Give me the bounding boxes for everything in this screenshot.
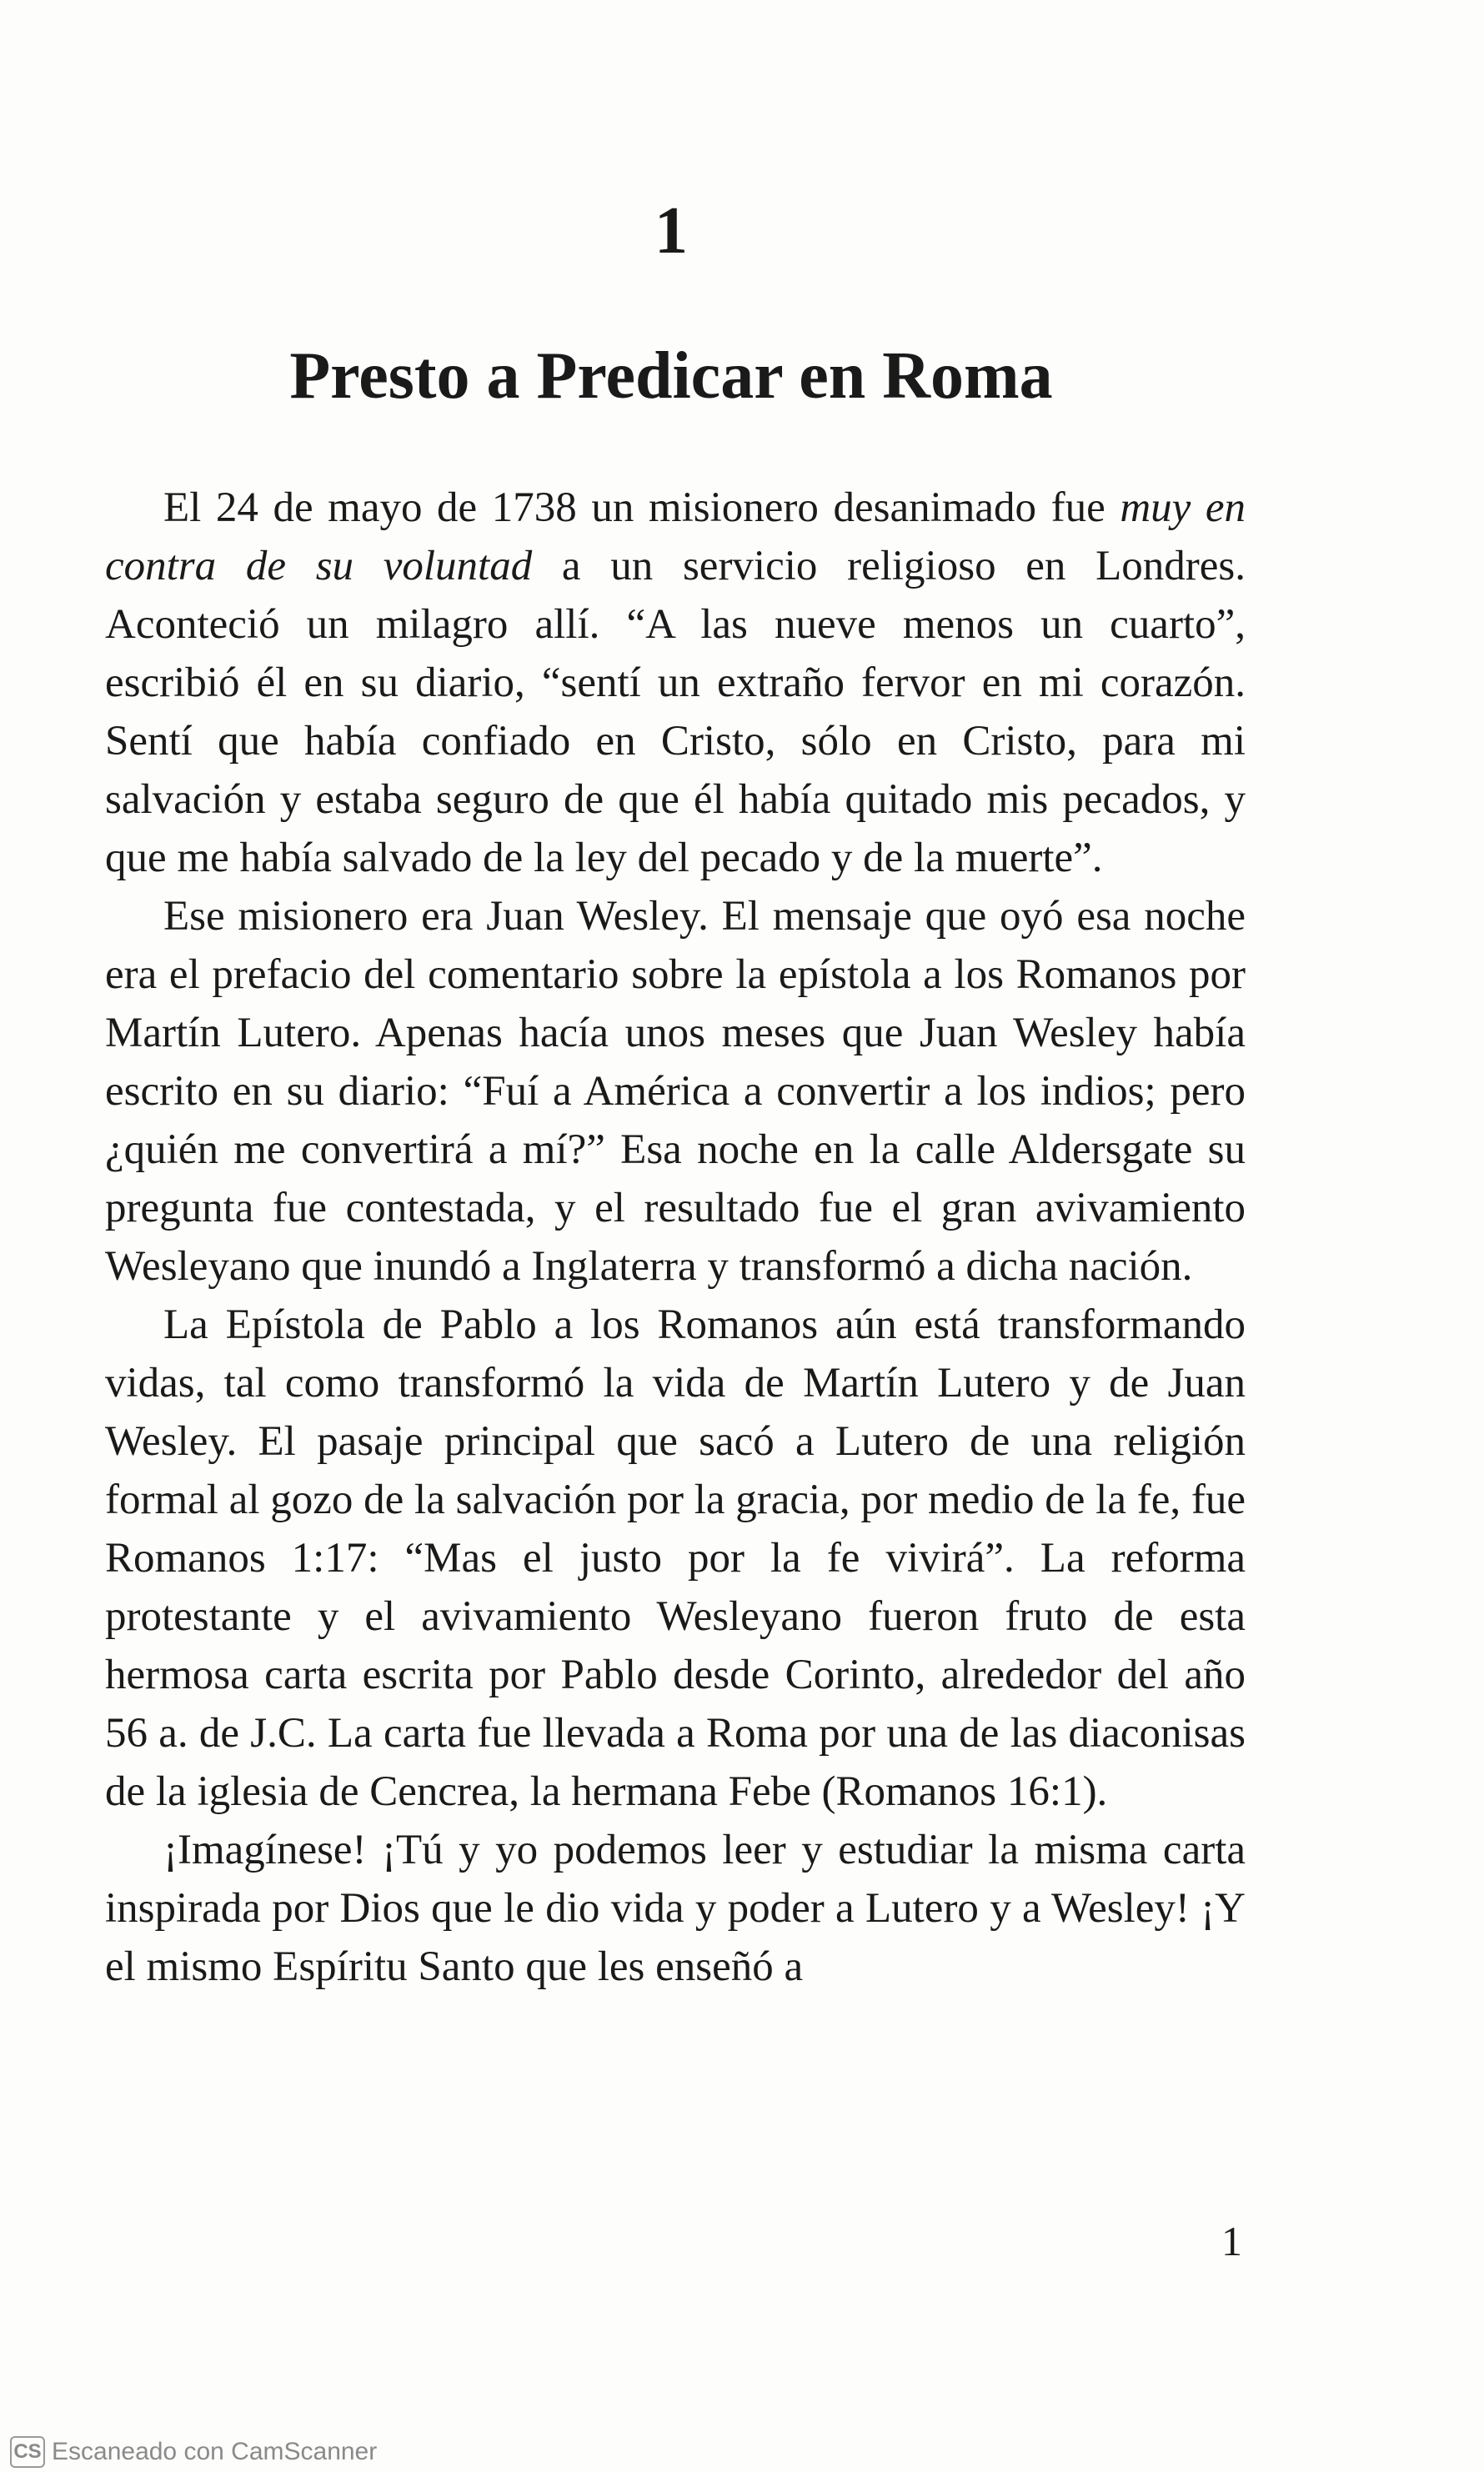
paragraph-1 — [105, 479, 1246, 887]
paragraph-3: La Epístola de Pablo a los Romanos aún está transformando vidas, tal como transformó la vida de Martín Lutero y de Juan Wesley. El pasaje principal que sacó a Lutero de una religión formal al gozo de la salvación por la gracia, por medio de la fe, fue Romanos 1:17: “Mas el justo por la fe vivirá”. La reforma protestante y el avivamiento Wesleyano fueron fruto de esta hermosa carta escrita por Pablo desde Corinto, alrededor del año 56 a. de J.C. La carta fue llevada a Roma por una de las diaconisas de la iglesia de Cencrea, la hermana Febe (Romanos 16:1). — [105, 1301, 1246, 1815]
paragraph-2: Ese misionero era Juan Wesley. El mensaje que oyó esa noche era el prefacio del comentario sobre la epístola a los Romanos por Martín Lutero. Apenas hacía unos meses que Juan Wesley había escrito en su diario: “Fuí a América a convertir a los indios; pero ¿quién me convertirá a mí?” Esa noche en la calle Aldersgate su pregunta fue contestada, y el resultado fue el gran avivamiento Wesleyano que inundó a Inglaterra y transformó a dicha nación. — [105, 893, 1246, 1290]
paragraph-4: ¡Imagínese! ¡Tú y yo podemos leer y estudiar la misma carta inspirada por Dios que le dio vida y poder a Lutero y a Wesley! ¡Y el mismo Espíritu Santo que les enseñó a — [105, 1827, 1246, 1990]
scanner-watermark — [10, 2434, 377, 2469]
chapter-body — [105, 479, 1246, 1996]
paragraph-1-start: El 24 de mayo de 1738 un misionero desanimado fue — [163, 484, 1121, 531]
chapter-number: 1 — [654, 194, 688, 268]
scanner-watermark-label: Escaneado con CamScanner — [52, 2438, 378, 2465]
paragraph-1-italic: muy en contra de su voluntad — [105, 484, 1246, 589]
page-number: 1 — [1221, 2218, 1242, 2264]
chapter-title: Presto a Predicar en Roma — [289, 339, 1053, 413]
camscanner-logo-icon: CS — [10, 2436, 45, 2468]
paragraph-1-end: a un servicio religioso en Londres. Aconteció un milagro allí. “A las nueve menos un cuarto”, escribió él en su diario, “sentí un extraño fervor en mi corazón. Sentí que había confiado en Cristo, sólo en Cristo, para mi salvación y estaba seguro de que él había quitado mis pecados, y que me había salvado de la ley del pecado y de la muerte”. — [105, 543, 1246, 881]
